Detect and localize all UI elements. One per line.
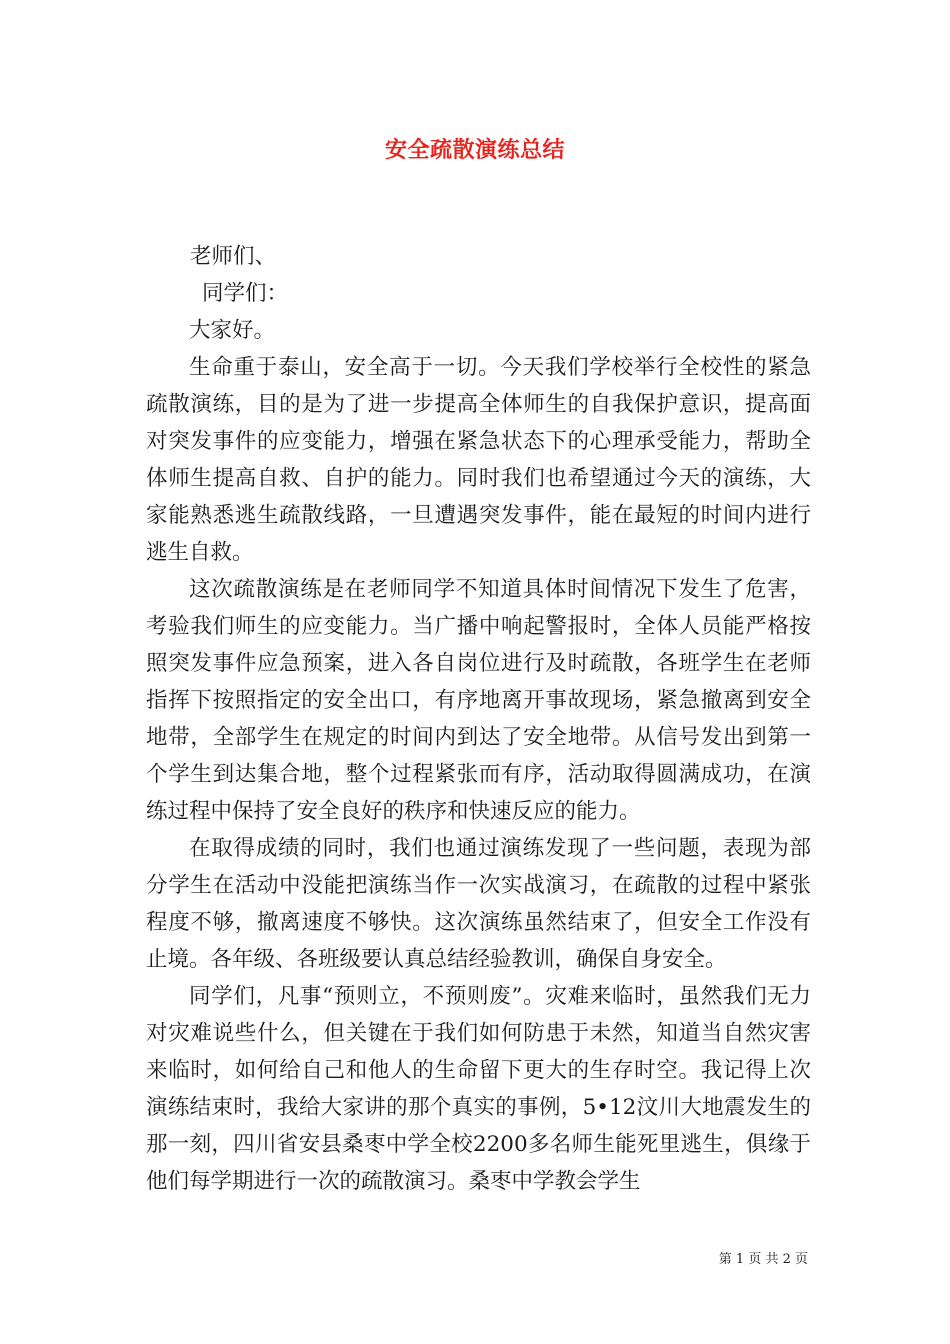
paragraph-2: 这次疏散演练是在老师同学不知道具体时间情况下发生了危害，考验我们师生的应变能力。当广播中响起警报时，全体人员能严格按照突发事件应急预案，进入各自岗位进行及时疏散，各班学生在老师指挥下按照指定的安全出口，有序地离开事故现场，紧急撤离到安全地带，全部学生在规定的时间内到达了安全地带。从信号发出到第一个学生到达集合地，整个过程紧张而有序，活动取得圆满成功，在演练过程中保持了安全良好的秩序和快速反应的能力。 (146, 577, 811, 824)
paragraph-1: 生命重于泰山，安全高于一切。今天我们学校举行全校性的紧急疏散演练，目的是为了进一步提高全体师生的自我保护意识，提高面对突发事件的应变能力，增强在紧急状态下的心理承受能力，帮助全体师生提高自救、自护的能力。同时我们也希望通过今天的演练，大家能熟悉逃生疏散线路，一旦遭遇突发事件，能在最短的时间内进行逃生自救。 (146, 355, 811, 565)
document-body (146, 238, 811, 1200)
paragraph-3: 在取得成绩的同时，我们也通过演练发现了一些问题，表现为部分学生在活动中没能把演练当作一次实战演习，在疏散的过程中紧张程度不够，撤离速度不够快。这次演练虽然结束了，但安全工作没有止境。各年级、各班级要认真总结经验教训，确保自身安全。 (146, 836, 811, 972)
page-number-footer: 第 1 页 共 2 页 (718, 1252, 808, 1267)
salutation-teachers: 老师们、 (190, 244, 277, 269)
salutation-students: 同学们： (202, 281, 289, 306)
greeting-line: 大家好。 (189, 318, 276, 343)
document-title: 安全疏散演练总结 (384, 137, 565, 163)
paragraph-4: 同学们，凡事“预则立，不预则废”。灾难来临时，虽然我们无力对灾难说些什么，但关键在于我们如何防患于未然，知道当自然灾害来临时，如何给自己和他人的生命留下更大的生存时空。我记得上次演练结束时，我给大家讲的那个真实的事例，5•12汶川大地震发生的那一刻，四川省安县桑枣中学全校2200多名师生能死里逃生，俱缘于他们每学期进行一次的疏散演习。桑枣中学教会学生 (146, 984, 811, 1194)
